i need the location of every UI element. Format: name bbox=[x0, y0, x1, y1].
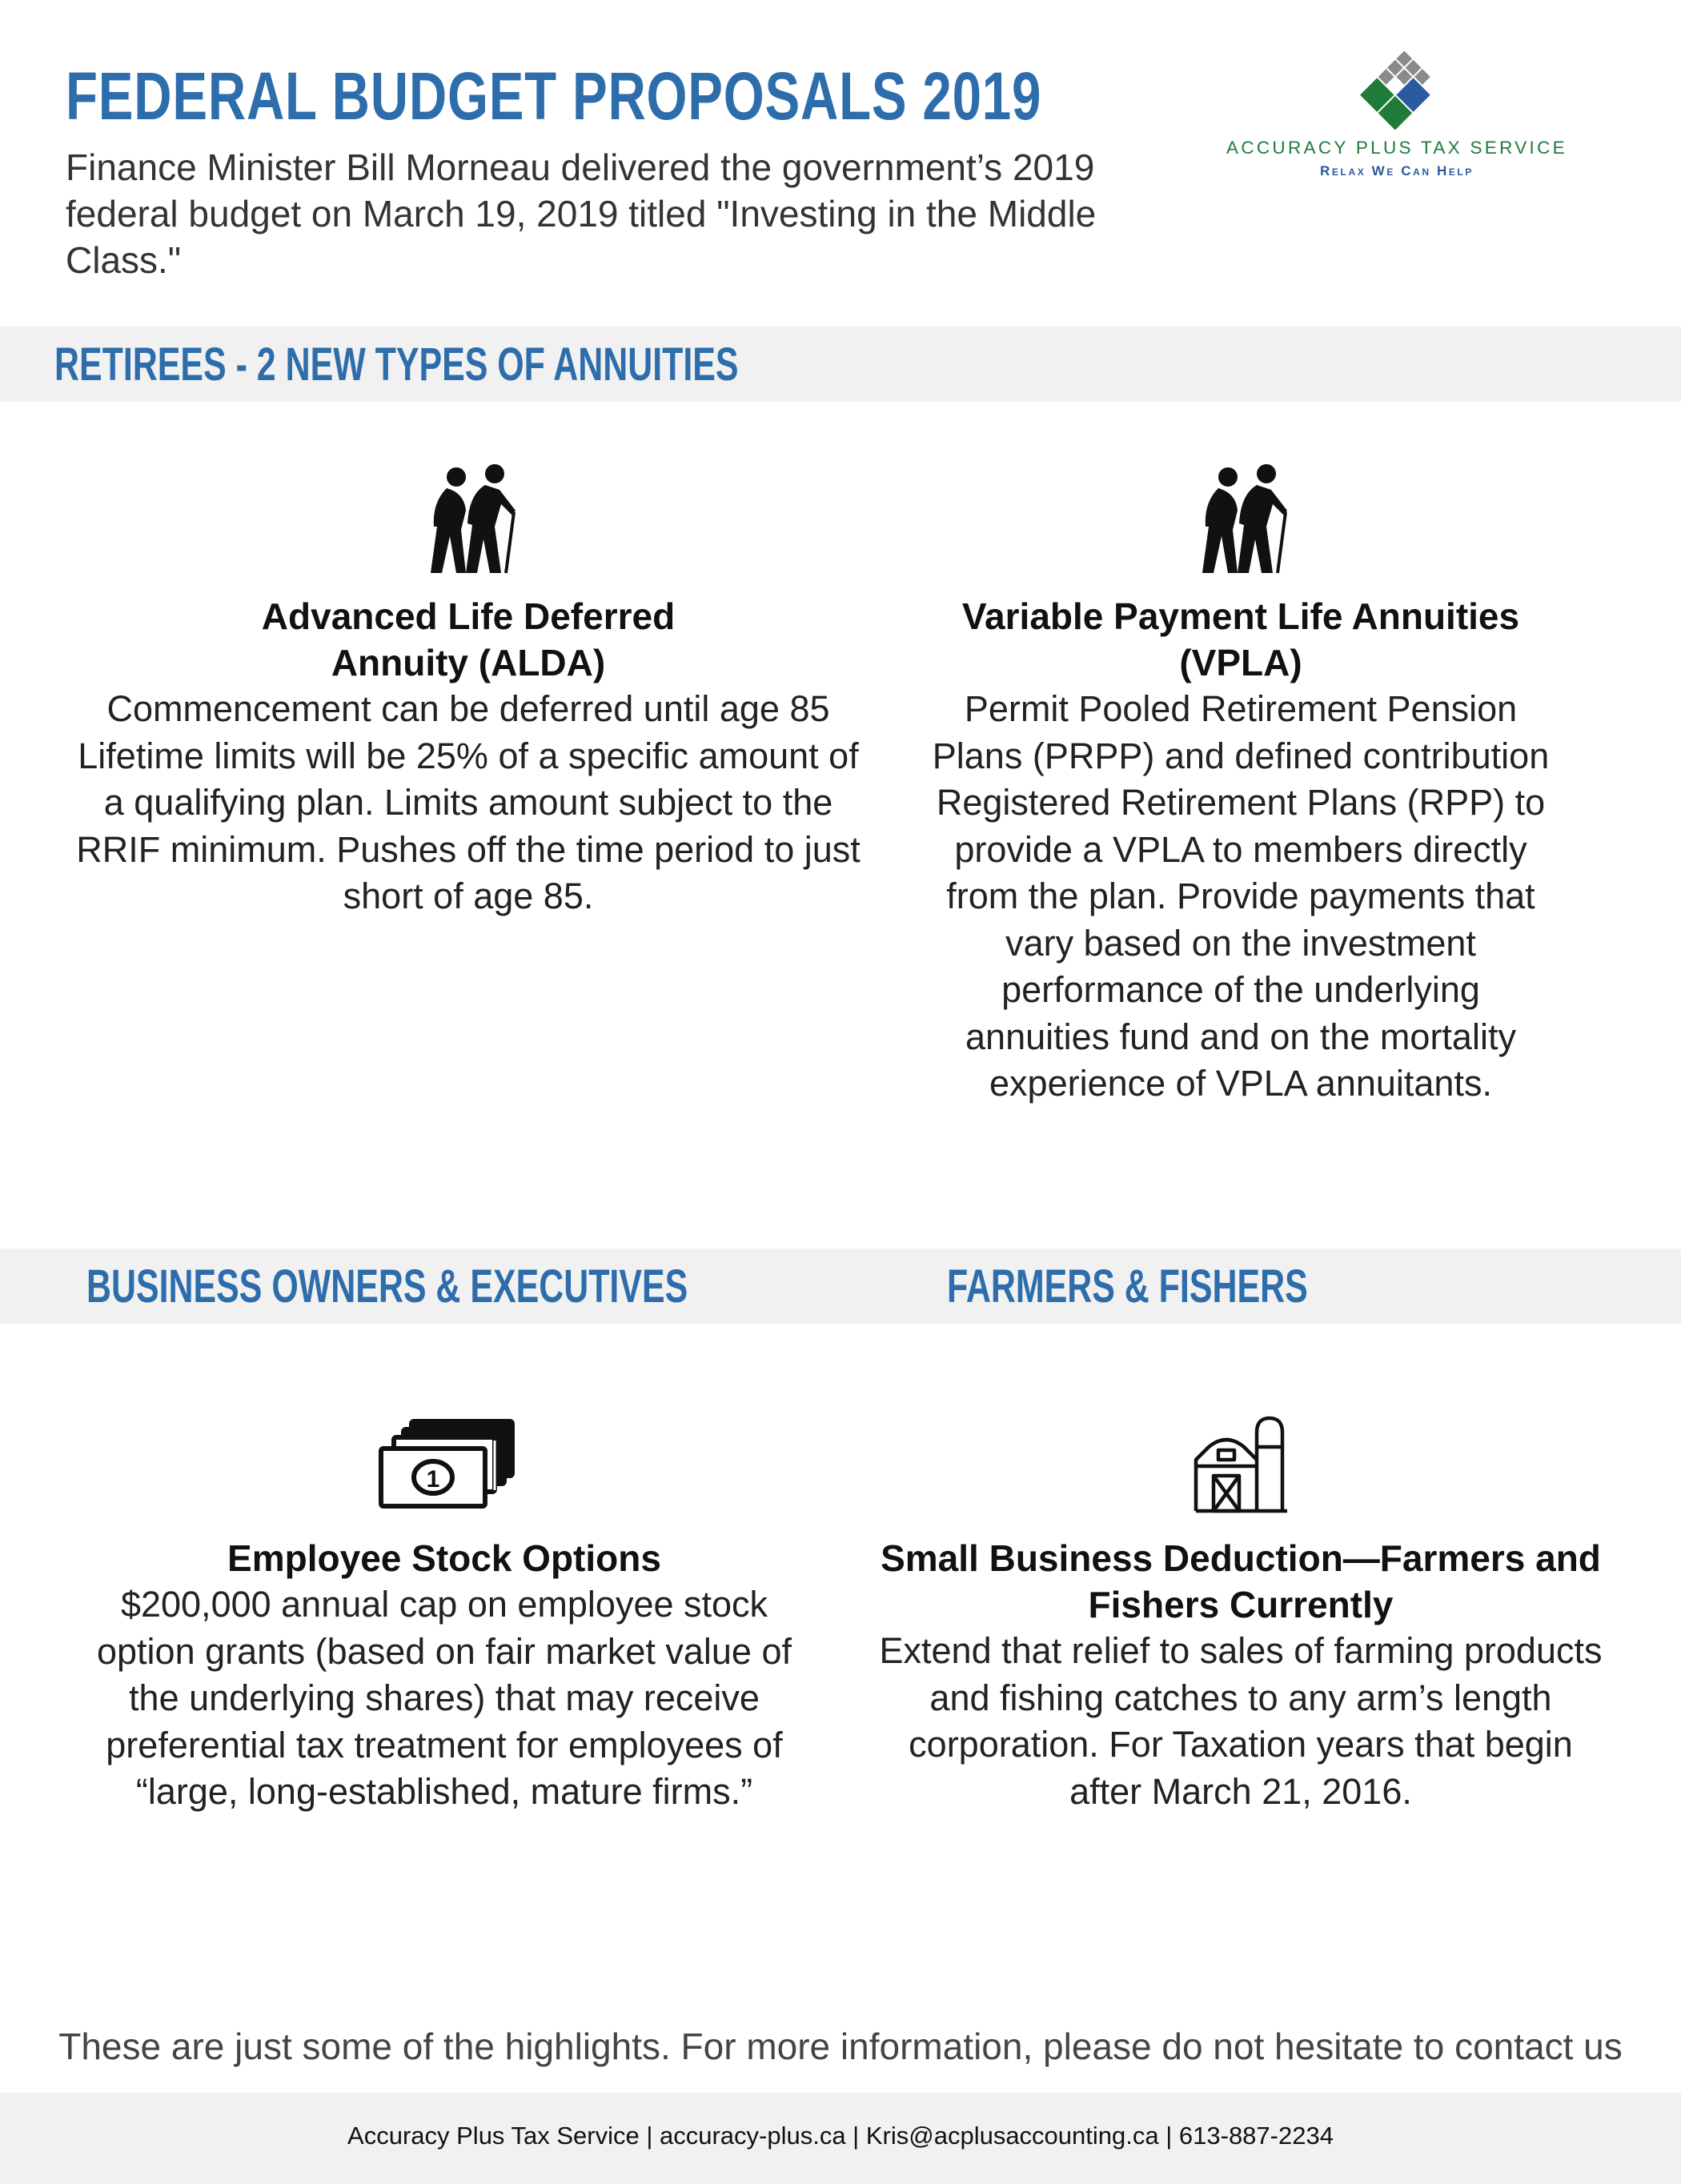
small-business-deduction-section bbox=[840, 1535, 1641, 1815]
alda-section bbox=[68, 593, 869, 920]
elderly-couple-icon bbox=[416, 463, 524, 575]
vpla-body: Permit Pooled Retirement Pension Plans (PRPP) and defined contribution Registered Retirement Plans (RPP) to provide a VPLA to members directly from the plan. Provide payments that vary based on the investment performance of the underlying annuities fund and on the mortality experience of VPLA annuitants. bbox=[932, 688, 1550, 1104]
intro-text: Finance Minister Bill Morneau delivered the government’s 2019 federal budget on March 19, 2019 titled "Investing in the Middle Class." bbox=[66, 146, 1097, 281]
footer-note: These are just some of the highlights. For more information, please do not hesitate to contact us bbox=[58, 2026, 1623, 2067]
section-heading-retirees: RETIREES - 2 NEW TYPES OF ANNUITIES bbox=[54, 339, 739, 391]
stock-options-body: $200,000 annual cap on employee stock option grants (based on fair market value of the underlying shares) that may receive preferential tax treatment for employees of “large, long-established, mature firms.” bbox=[97, 1584, 792, 1812]
alda-body: Commencement can be deferred until age 85 Lifetime limits will be 25% of a specific amount of a qualifying plan. Limits amount subject to the RRIF minimum. Pushes off the time period to just short of age 85. bbox=[76, 688, 861, 916]
elderly-couple-icon bbox=[1188, 463, 1296, 575]
section-heading-business: BUSINESS OWNERS & EXECUTIVES bbox=[86, 1260, 688, 1312]
vpla-section bbox=[840, 593, 1641, 1108]
stock-options-title: Employee Stock Options bbox=[227, 1537, 661, 1579]
diamond-grid-logo bbox=[1345, 38, 1449, 134]
footer-contact: Accuracy Plus Tax Service | accuracy-plus.ca | Kris@acplusaccounting.ca | 613-887-2234 bbox=[347, 2122, 1334, 2150]
stock-options-section bbox=[44, 1535, 845, 1816]
small-business-deduction-body: Extend that relief to sales of farming products and fishing catches to any arm’s length corporation. For Taxation years that begin after March 21, 2016. bbox=[879, 1630, 1603, 1812]
logo-tagline: Relax We Can Help bbox=[1320, 163, 1474, 178]
barn-silo-icon bbox=[1191, 1415, 1289, 1514]
small-business-deduction-title: Small Business Deduction—Farmers and Fishers Currently bbox=[881, 1537, 1601, 1625]
page-title: FEDERAL BUDGET PROPOSALS 2019 bbox=[66, 58, 1042, 134]
section-heading-farmers: FARMERS & FISHERS bbox=[947, 1260, 1308, 1312]
svg-text:1: 1 bbox=[426, 1466, 440, 1493]
alda-title: Advanced Life Deferred Annuity (ALDA) bbox=[261, 595, 676, 683]
vpla-title: Variable Payment Life Annuities (VPLA) bbox=[961, 595, 1520, 683]
logo-name: ACCURACY PLUS TAX SERVICE bbox=[1226, 138, 1567, 158]
logo bbox=[1345, 38, 1449, 134]
money-stack-icon bbox=[376, 1417, 516, 1513]
